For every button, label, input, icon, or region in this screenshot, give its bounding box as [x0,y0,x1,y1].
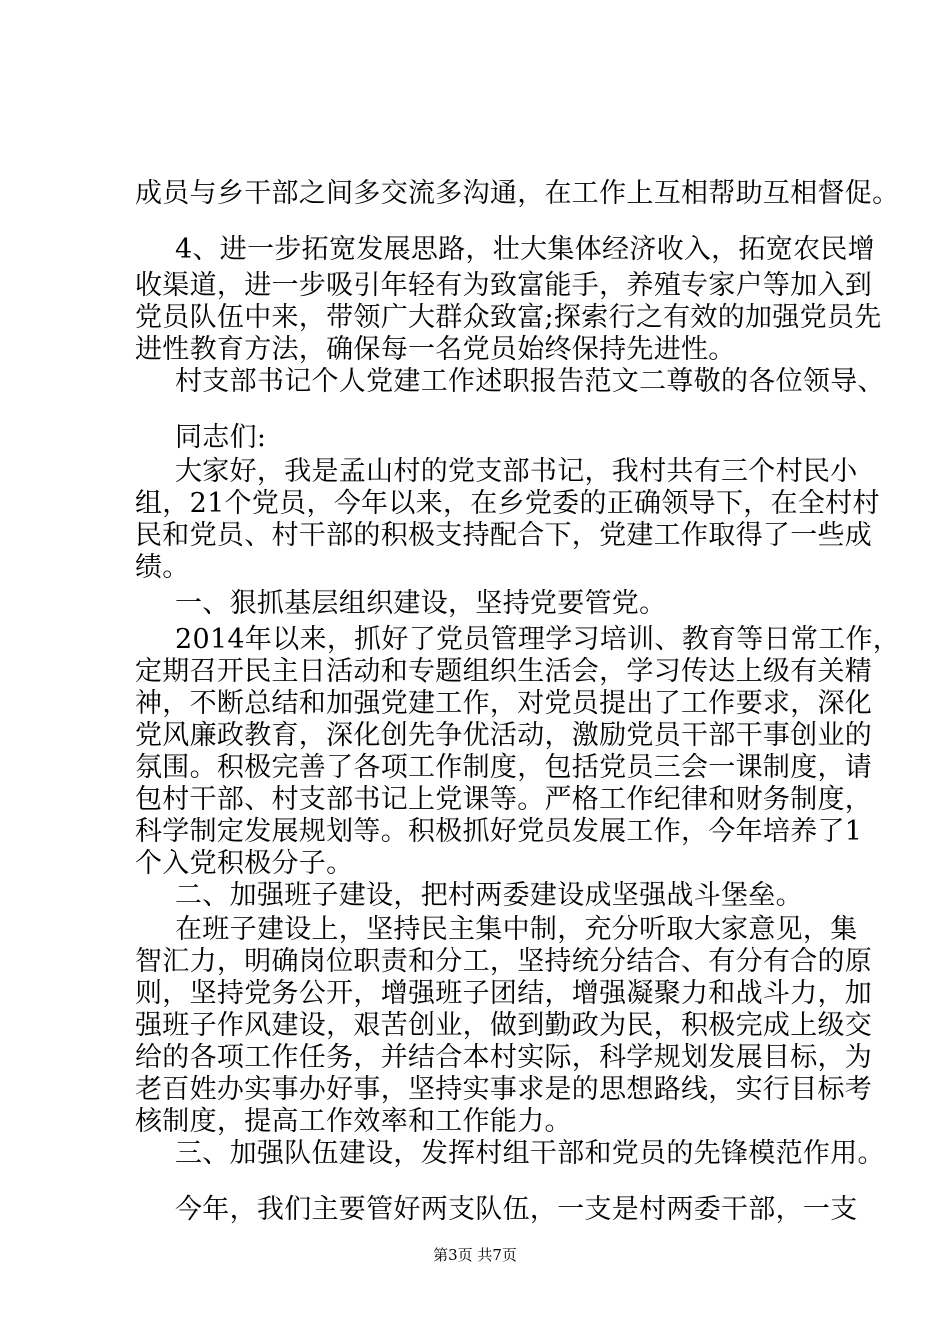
paragraph-line-5: 进性教育方法，确保每一名党员始终保持先进性。 [135,334,736,365]
paragraph-line-14: 定期召开民主日活动和专题组织生活会，学习传达上级有关精 [135,656,873,687]
paragraph-line-18: 包村干部、村支部书记上党课等。严格工作纪律和财务制度， [135,784,873,815]
paragraph-line-10: 民和党员、村干部的积极支持配合下，党建工作取得了一些成 [135,520,873,551]
paragraph-line-26: 给的各项工作任务，并结合本村实际，科学规划发展目标，为 [135,1042,873,1073]
section-heading-3: 三、加强队伍建设，发挥村组干部和党员的先锋模范作用。 [175,1138,885,1169]
paragraph-line-25: 强班子作风建设，艰苦创业，做到勤政为民，积极完成上级交 [135,1010,873,1041]
salutation-line: 同志们: [175,422,267,453]
paragraph-line-19: 科学制定发展规划等。积极抓好党员发展工作，今年培养了1 [135,816,863,847]
paragraph-line-16: 党风廉政教育，深化创先争优活动，激励党员干部干事创业的 [135,720,873,751]
paragraph-line-15: 神，不断总结和加强党建工作，对党员提出了工作要求，深化 [135,688,873,719]
page-footer: 第3页 共7页 [433,1246,517,1264]
paragraph-line-2: 4、进一步拓宽发展思路，壮大集体经济收入，拓宽农民增 [175,234,875,265]
section-heading-2: 二、加强班子建设，把村两委建设成坚强战斗堡垒。 [175,880,803,911]
paragraph-line-13: 2014年以来，抓好了党员管理学习培训、教育等日常工作， [175,624,901,655]
paragraph-line-20: 个入党积极分子。 [135,848,354,879]
paragraph-line-4: 党员队伍中来，带领广大群众致富;探索行之有效的加强党员先 [135,302,882,333]
paragraph-line-9: 组，21个党员，今年以来，在乡党委的正确领导下，在全村村 [135,488,880,519]
paragraph-line-24: 则，坚持党务公开，增强班子团结，增强凝聚力和战斗力，加 [135,978,873,1009]
paragraph-line-11: 绩。 [135,552,190,583]
paragraph-line-27: 老百姓办实事办好事，坚持实事求是的思想路线，实行目标考 [135,1074,873,1105]
paragraph-line-6: 村支部书记个人党建工作述职报告范文二尊敬的各位领导、 [175,366,885,397]
paragraph-line-23: 智汇力，明确岗位职责和分工，坚持统分结合、有分有合的原 [135,946,873,977]
paragraph-line-28: 核制度，提高工作效率和工作能力。 [135,1106,572,1137]
paragraph-line-8: 大家好，我是孟山村的党支部书记，我村共有三个村民小 [175,456,858,487]
paragraph-line-30: 今年，我们主要管好两支队伍，一支是村两委干部，一支 [175,1194,858,1225]
paragraph-line-22: 在班子建设上，坚持民主集中制，充分听取大家意见，集 [175,914,858,945]
paragraph-line-3: 收渠道，进一步吸引年轻有为致富能手，养殖专家户等加入到 [135,270,873,301]
paragraph-line-17: 氛围。积极完善了各项工作制度，包括党员三会一课制度，请 [135,752,873,783]
paragraph-line-1: 成员与乡干部之间多交流多沟通，在工作上互相帮助互相督促。 [135,178,900,209]
section-heading-1: 一、狠抓基层组织建设，坚持党要管党。 [175,588,667,619]
